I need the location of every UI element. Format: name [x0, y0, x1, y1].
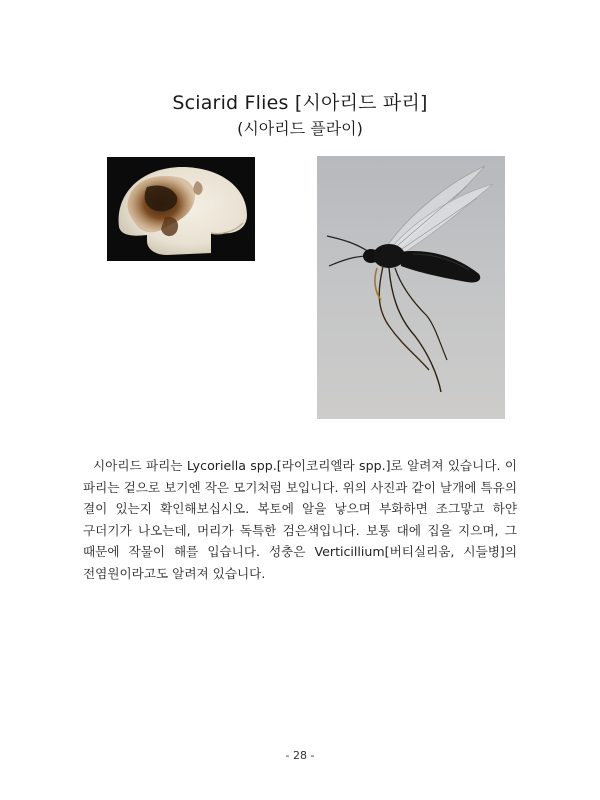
body-text: 시아리드 파리는 Lycoriella spp.[라이코리엘라 spp.]로 알려져 있습니다. 이 파리는 겉으로 보기엔 작은 모기처럼 보입니다. 위의 사진과 같이 날개에 특유의 결이 있는지 확인해보십시오. 복토에 알을 낳으며 부화하면 조그맣고 하얀 구더기가 나오는데, 머리가 독특한 검은색입니다. 보통 대에 집을 지으며, 그 때문에 작물이 해를 입습니다. 성충은 Verticillium[버티실리움, 시들병]의 전염원이라고도 알려져 있습니다.	[83, 458, 517, 581]
page-number: - 28 -	[285, 749, 315, 762]
page-subtitle: (시아리드 플라이)	[237, 119, 363, 138]
page-title: Sciarid Flies [시아리드 파리]	[172, 92, 428, 114]
body-paragraph	[83, 455, 517, 584]
damaged-mushroom-photo	[107, 157, 255, 261]
sciarid-fly-photo	[317, 156, 505, 419]
